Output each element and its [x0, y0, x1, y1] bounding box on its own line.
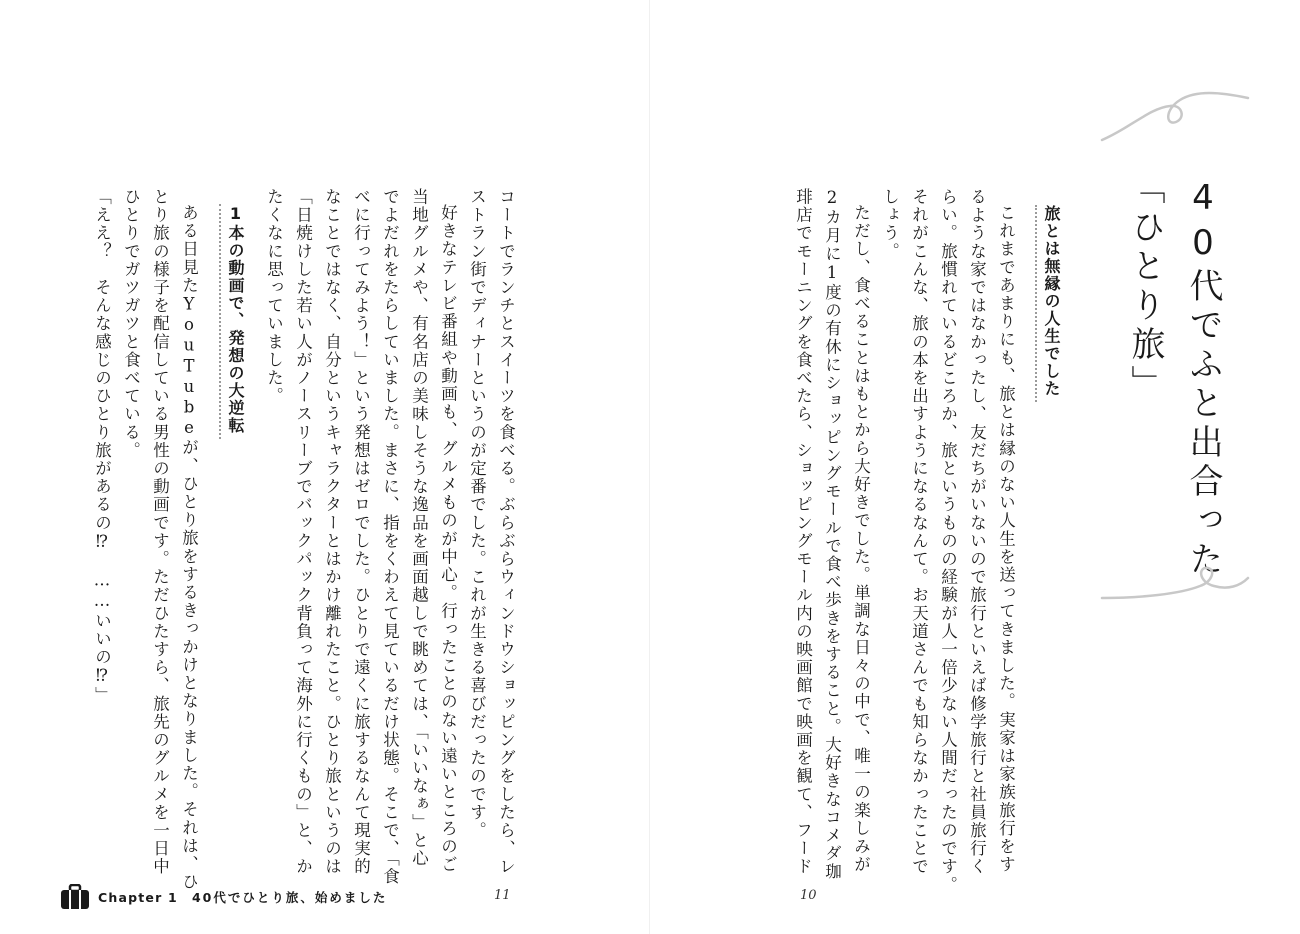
- body-line: らい。旅慣れているどころか、旅というものの経験が人一倍少ない人間だったのです。: [938, 188, 958, 894]
- body-line: べに行ってみよう！」という発想はゼロでした。ひとりで遠くに旅するなんて現実的: [351, 188, 371, 876]
- body-line: るような家ではなかったし、友だちがいないので旅行といえば修学旅行と社員旅行く: [967, 188, 987, 876]
- body-line: ただし、食べることはもとから大好きでした。単調な日々の中で、唯一の楽しみが: [851, 204, 871, 874]
- chapter-label: Chapter 1: [98, 889, 178, 905]
- body-line: 好きなテレビ番組や動画も、グルメものが中心。行ったことのない遠いところのご: [438, 204, 458, 874]
- body-line: 「日焼けした若い人がノースリーブでバックパック背負って海外に行くもの」と、か: [293, 188, 313, 876]
- right-page: [650, 0, 1300, 934]
- page-number: 11: [494, 888, 511, 903]
- body-line: ある日見たYouTubeが、ひとり旅をするきっかけとなりました。それは、ひ: [179, 204, 199, 892]
- body-line: なことではなく、自分というキャラクターとはかけ離れたこと。ひとり旅というのは: [322, 188, 342, 876]
- body-line: コートでランチとスイーツを食べる。ぶらぶらウィンドウショッピングをしたら、レ: [496, 188, 516, 876]
- chapter-title-line-1: 40代でふと出合った: [1183, 178, 1223, 580]
- body-line: ひとりでガツガツと食べている。: [121, 188, 141, 460]
- body-line: とり旅の様子を配信している男性の動画です。ただひたすら、旅先のグルメを一日中: [150, 188, 170, 876]
- body-line: でよだれをたらしていました。まさに、指をくわえて見ているだけ状態。そこで、「食: [380, 188, 400, 886]
- chapter-title-line-2: 「ひとり旅」: [1125, 170, 1165, 404]
- body-line: 琲店でモーニングを食べたら、ショッピングモール内の映画館で映画を観て、フード: [793, 188, 813, 876]
- swirl-decoration-icon: [1100, 88, 1250, 148]
- body-line: 「ええ？ そんな感じのひとり旅があるの⁉︎ ……いいの⁉︎」: [92, 188, 112, 705]
- body-line: それがこんな、旅の本を出すようになるなんて。お天道さんでも知らなかったことで: [909, 188, 929, 876]
- page-number: 10: [800, 888, 817, 903]
- body-line: これまであまりにも、旅とは縁のない人生を送ってきました。実家は家族旅行をす: [996, 204, 1016, 874]
- chapter-footer: [60, 882, 387, 912]
- body-line: 当地グルメや、有名店の美味しそうな逸品を画面越しで眺めては、「いいなぁ」と心: [409, 188, 429, 868]
- section-heading: 1本の動画で、発想の大逆転: [219, 204, 243, 439]
- suitcase-icon: [60, 884, 90, 910]
- chapter-title: 40代でひとり旅、始めました: [191, 890, 388, 905]
- body-line: しょう。: [880, 188, 900, 261]
- section-heading: 旅とは無縁の人生でした: [1035, 205, 1059, 402]
- body-line: たくなに思っていました。: [264, 188, 284, 406]
- body-line: 2カ月に1度の有休にショッピングモールで食べ歩きをすること。大好きなコメダ珈: [822, 188, 842, 881]
- body-line: ストラン街でディナーというのが定番でした。これが生きる喜びだったのです。: [467, 188, 487, 840]
- swirl-decoration-icon: [1100, 556, 1250, 606]
